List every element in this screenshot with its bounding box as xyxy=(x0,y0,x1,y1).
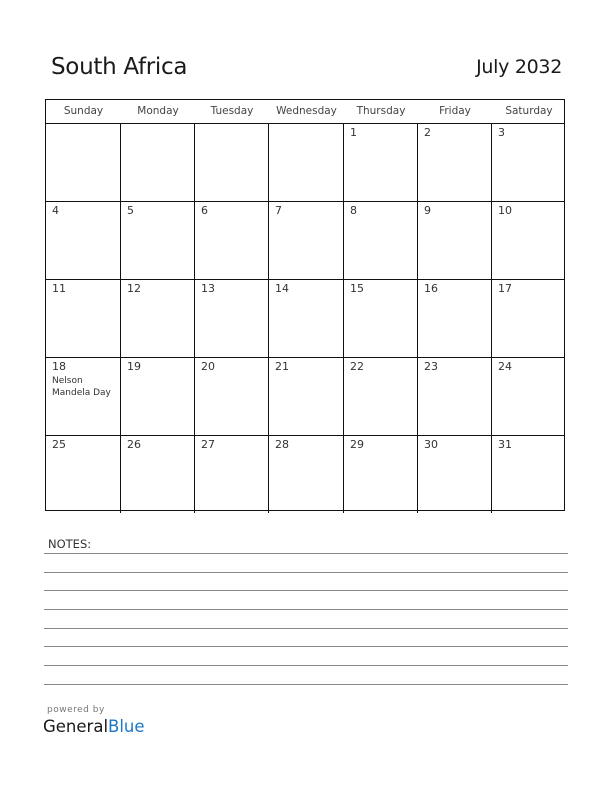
notes-line xyxy=(44,553,568,554)
day-cell[interactable] xyxy=(195,124,269,201)
day-cell[interactable] xyxy=(418,280,492,357)
day-cell[interactable] xyxy=(418,124,492,201)
day-cell[interactable] xyxy=(492,436,566,513)
week-row xyxy=(46,124,564,202)
day-cell[interactable] xyxy=(195,358,269,435)
day-cell[interactable] xyxy=(344,124,418,201)
day-number: 5 xyxy=(127,204,134,217)
notes-line xyxy=(44,609,568,610)
day-cell[interactable] xyxy=(418,358,492,435)
day-cell[interactable] xyxy=(269,202,344,279)
day-cell[interactable] xyxy=(195,280,269,357)
day-number: 11 xyxy=(52,282,66,295)
day-cell[interactable] xyxy=(269,436,344,513)
day-cell[interactable] xyxy=(269,280,344,357)
day-number: 7 xyxy=(275,204,282,217)
day-cell[interactable] xyxy=(121,124,195,201)
notes-line xyxy=(44,646,568,647)
brand-blue: Blue xyxy=(108,717,145,736)
holiday-label: Nelson Mandela Day xyxy=(52,376,111,398)
calendar-weeks xyxy=(46,124,564,513)
week-row xyxy=(46,358,564,436)
powered-by-text: powered by xyxy=(47,705,105,715)
day-number: 8 xyxy=(350,204,357,217)
day-cell[interactable] xyxy=(121,202,195,279)
day-number: 29 xyxy=(350,438,364,451)
day-number: 22 xyxy=(350,360,364,373)
day-number: 20 xyxy=(201,360,215,373)
day-cell[interactable] xyxy=(344,436,418,513)
day-number: 28 xyxy=(275,438,289,451)
weekday-saturday: Saturday xyxy=(505,105,553,117)
brand-general: General xyxy=(43,717,109,736)
page-title: South Africa xyxy=(51,54,188,80)
weekday-friday: Friday xyxy=(439,105,471,117)
day-cell[interactable] xyxy=(46,202,121,279)
day-number: 26 xyxy=(127,438,141,451)
day-number: 6 xyxy=(201,204,208,217)
day-number: 30 xyxy=(424,438,438,451)
brand-logo xyxy=(43,717,145,736)
day-number: 15 xyxy=(350,282,364,295)
weekday-monday: Monday xyxy=(137,105,179,117)
day-cell[interactable] xyxy=(121,436,195,513)
day-number: 17 xyxy=(498,282,512,295)
day-number: 27 xyxy=(201,438,215,451)
day-number: 3 xyxy=(498,126,505,139)
day-number: 31 xyxy=(498,438,512,451)
month-year: July 2032 xyxy=(476,56,562,78)
notes-line xyxy=(44,665,568,666)
day-number: 14 xyxy=(275,282,289,295)
day-cell[interactable] xyxy=(269,358,344,435)
calendar-grid xyxy=(45,99,565,511)
notes-line xyxy=(44,590,568,591)
day-cell[interactable] xyxy=(418,436,492,513)
day-cell[interactable] xyxy=(195,436,269,513)
day-number: 10 xyxy=(498,204,512,217)
weekday-sunday: Sunday xyxy=(63,105,104,117)
day-cell[interactable] xyxy=(492,124,566,201)
day-number: 18 xyxy=(52,360,66,373)
day-cell[interactable] xyxy=(195,202,269,279)
weekday-tuesday: Tuesday xyxy=(210,105,254,117)
day-cell[interactable] xyxy=(344,358,418,435)
day-cell[interactable] xyxy=(418,202,492,279)
notes-line xyxy=(44,684,568,685)
week-row xyxy=(46,202,564,280)
day-number: 21 xyxy=(275,360,289,373)
notes-line xyxy=(44,628,568,629)
day-number: 2 xyxy=(424,126,431,139)
day-cell[interactable] xyxy=(46,358,121,435)
day-number: 23 xyxy=(424,360,438,373)
day-cell[interactable] xyxy=(492,280,566,357)
day-cell[interactable] xyxy=(344,280,418,357)
day-cell[interactable] xyxy=(492,358,566,435)
day-cell[interactable] xyxy=(344,202,418,279)
day-cell[interactable] xyxy=(492,202,566,279)
weekday-wednesday: Wednesday xyxy=(276,105,337,117)
day-number: 25 xyxy=(52,438,66,451)
day-cell[interactable] xyxy=(46,280,121,357)
day-number: 4 xyxy=(52,204,59,217)
week-row xyxy=(46,436,564,513)
weekday-thursday: Thursday xyxy=(356,105,406,117)
notes-line xyxy=(44,572,568,573)
notes-label: NOTES: xyxy=(48,537,92,551)
day-cell[interactable] xyxy=(269,124,344,201)
day-cell[interactable] xyxy=(46,124,121,201)
day-cell[interactable] xyxy=(121,358,195,435)
day-cell[interactable] xyxy=(121,280,195,357)
day-number: 1 xyxy=(350,126,357,139)
day-number: 9 xyxy=(424,204,431,217)
day-number: 19 xyxy=(127,360,141,373)
day-number: 13 xyxy=(201,282,215,295)
weekday-header xyxy=(46,100,564,124)
day-number: 16 xyxy=(424,282,438,295)
day-number: 12 xyxy=(127,282,141,295)
week-row xyxy=(46,280,564,358)
day-cell[interactable] xyxy=(46,436,121,513)
day-number: 24 xyxy=(498,360,512,373)
